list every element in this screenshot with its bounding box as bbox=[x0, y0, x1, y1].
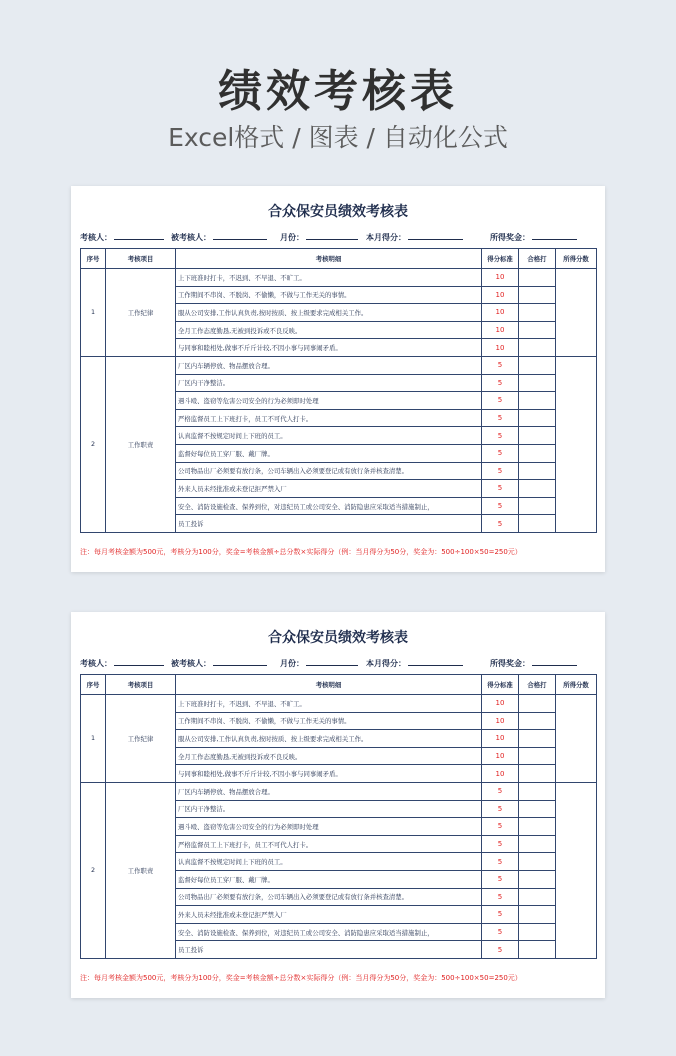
item-pass-cell[interactable] bbox=[519, 392, 556, 410]
item-detail: 全月工作态度勤恳,无被到投诉或不良反映。 bbox=[176, 321, 482, 339]
item-detail: 监督好每位员工穿厂服、戴厂牌。 bbox=[176, 444, 482, 462]
item-pass-cell[interactable] bbox=[519, 339, 556, 357]
item-detail: 工作期间不串岗、不脱岗、不偷懒，不做与工作无关的事情。 bbox=[176, 286, 482, 304]
group-score-cell[interactable] bbox=[556, 695, 597, 783]
item-pass-cell[interactable] bbox=[519, 818, 556, 836]
item-detail: 遇斗殴、盗窃等危害公司安全的行为必须即时处理 bbox=[176, 392, 482, 410]
header-detail: 考核明细 bbox=[176, 249, 482, 269]
item-detail: 认真监督不按规定时间上下班的员工。 bbox=[176, 427, 482, 445]
banner-subtitle: Excel格式 / 图表 / 自动化公式 bbox=[168, 123, 508, 152]
item-detail: 监督好每位员工穿厂服、戴厂牌。 bbox=[176, 870, 482, 888]
meta-month bbox=[280, 230, 358, 243]
item-pass-cell[interactable] bbox=[519, 497, 556, 515]
meta-assessor-label: 考核人： bbox=[80, 659, 112, 668]
form-meta bbox=[80, 656, 596, 670]
item-detail: 公司物品出厂必须要有放行条，公司车辆出入必须要登记或有放行条并核查清楚。 bbox=[176, 462, 482, 480]
item-pass-cell[interactable] bbox=[519, 782, 556, 800]
item-standard-score: 5 bbox=[482, 497, 519, 515]
item-standard-score: 10 bbox=[482, 321, 519, 339]
item-standard-score: 5 bbox=[482, 853, 519, 871]
group-number: 1 bbox=[81, 695, 106, 783]
item-detail: 严格监督员工上下班打卡，员工不可代人打卡。 bbox=[176, 409, 482, 427]
item-detail: 服从公司安排,工作认真负责,按时按质、按上级要求完成相关工作。 bbox=[176, 304, 482, 322]
item-pass-cell[interactable] bbox=[519, 427, 556, 445]
item-pass-cell[interactable] bbox=[519, 269, 556, 287]
header-pass: 合格打 bbox=[519, 249, 556, 269]
item-pass-cell[interactable] bbox=[519, 870, 556, 888]
meta-bonus bbox=[490, 230, 577, 243]
item-standard-score: 10 bbox=[482, 765, 519, 783]
group-name: 工作职责 bbox=[106, 782, 176, 958]
item-detail: 认真监督不按规定时间上下班的员工。 bbox=[176, 853, 482, 871]
meta-month-score-field[interactable] bbox=[408, 230, 463, 240]
item-standard-score: 5 bbox=[482, 374, 519, 392]
meta-bonus-field[interactable] bbox=[532, 656, 577, 666]
group-number: 2 bbox=[81, 356, 106, 532]
meta-assessor-field[interactable] bbox=[114, 230, 164, 240]
meta-month-score bbox=[366, 230, 463, 243]
table-row bbox=[81, 782, 597, 800]
item-standard-score: 10 bbox=[482, 286, 519, 304]
item-pass-cell[interactable] bbox=[519, 321, 556, 339]
meta-month-score bbox=[366, 656, 463, 669]
item-standard-score: 10 bbox=[482, 747, 519, 765]
group-name: 工作纪律 bbox=[106, 695, 176, 783]
item-pass-cell[interactable] bbox=[519, 480, 556, 498]
item-detail: 外来人员未经批准或未登记拒严禁入厂 bbox=[176, 906, 482, 924]
item-pass-cell[interactable] bbox=[519, 800, 556, 818]
item-pass-cell[interactable] bbox=[519, 941, 556, 959]
item-pass-cell[interactable] bbox=[519, 374, 556, 392]
item-standard-score: 10 bbox=[482, 339, 519, 357]
item-pass-cell[interactable] bbox=[519, 906, 556, 924]
meta-assessee-field[interactable] bbox=[213, 230, 267, 240]
item-detail: 厂区内干净整洁。 bbox=[176, 800, 482, 818]
item-pass-cell[interactable] bbox=[519, 747, 556, 765]
item-pass-cell[interactable] bbox=[519, 853, 556, 871]
meta-assessee-label: 被考核人： bbox=[171, 233, 211, 242]
item-pass-cell[interactable] bbox=[519, 765, 556, 783]
meta-month-field[interactable] bbox=[306, 656, 358, 666]
item-standard-score: 5 bbox=[482, 888, 519, 906]
meta-assessor-field[interactable] bbox=[114, 656, 164, 666]
footnote: 注：每月考核金额为500元，考核分为100分，奖金=考核金额÷总分数×实际得分（例：当月得分为50分，奖金为：500÷100×50=250元） bbox=[80, 548, 522, 556]
item-pass-cell[interactable] bbox=[519, 286, 556, 304]
item-standard-score: 5 bbox=[482, 870, 519, 888]
item-detail: 公司物品出厂必须要有放行条，公司车辆出入必须要登记或有放行条并核查清楚。 bbox=[176, 888, 482, 906]
item-detail: 工作期间不串岗、不脱岗、不偷懒，不做与工作无关的事情。 bbox=[176, 712, 482, 730]
item-pass-cell[interactable] bbox=[519, 888, 556, 906]
meta-month-score-label: 本月得分： bbox=[366, 659, 406, 668]
form-title: 合众保安员绩效考核表 bbox=[268, 630, 408, 646]
item-standard-score: 5 bbox=[482, 835, 519, 853]
item-standard-score: 10 bbox=[482, 269, 519, 287]
item-detail: 遇斗殴、盗窃等危害公司安全的行为必须即时处理 bbox=[176, 818, 482, 836]
item-standard-score: 5 bbox=[482, 515, 519, 533]
item-pass-cell[interactable] bbox=[519, 835, 556, 853]
item-standard-score: 10 bbox=[482, 730, 519, 748]
meta-month bbox=[280, 656, 358, 669]
item-detail: 安全、消防设施检查、保养到位，对违纪员工或公司安全、消防隐患应采取适当措施制止， bbox=[176, 923, 482, 941]
item-detail: 安全、消防设施检查、保养到位，对违纪员工或公司安全、消防隐患应采取适当措施制止， bbox=[176, 497, 482, 515]
item-detail: 厂区内车辆停放、物品摆放合理。 bbox=[176, 356, 482, 374]
group-number: 1 bbox=[81, 269, 106, 357]
meta-month-label: 月份： bbox=[280, 233, 304, 242]
item-pass-cell[interactable] bbox=[519, 409, 556, 427]
meta-assessee-label: 被考核人： bbox=[171, 659, 211, 668]
group-number: 2 bbox=[81, 782, 106, 958]
meta-month-score-field[interactable] bbox=[408, 656, 463, 666]
item-detail: 服从公司安排,工作认真负责,按时按质、按上级要求完成相关工作。 bbox=[176, 730, 482, 748]
header-standard: 得分标准 bbox=[482, 675, 519, 695]
group-score-cell[interactable] bbox=[556, 782, 597, 958]
item-detail: 厂区内车辆停放、物品摆放合理。 bbox=[176, 782, 482, 800]
item-standard-score: 5 bbox=[482, 800, 519, 818]
item-detail: 严格监督员工上下班打卡，员工不可代人打卡。 bbox=[176, 835, 482, 853]
header-project: 考核项目 bbox=[106, 675, 176, 695]
item-pass-cell[interactable] bbox=[519, 730, 556, 748]
meta-assessor bbox=[80, 230, 164, 243]
form-title: 合众保安员绩效考核表 bbox=[268, 204, 408, 220]
header-pass: 合格打 bbox=[519, 675, 556, 695]
item-standard-score: 10 bbox=[482, 304, 519, 322]
header-score: 所得分数 bbox=[556, 675, 597, 695]
item-standard-score: 5 bbox=[482, 818, 519, 836]
group-name: 工作纪律 bbox=[106, 269, 176, 357]
score-table bbox=[80, 674, 597, 959]
item-standard-score: 5 bbox=[482, 782, 519, 800]
table-row bbox=[81, 695, 597, 713]
meta-assessee-field[interactable] bbox=[213, 656, 267, 666]
item-detail: 全月工作态度勤恳,无被到投诉或不良反映。 bbox=[176, 747, 482, 765]
footnote: 注：每月考核金额为500元，考核分为100分，奖金=考核金额÷总分数×实际得分（例：当月得分为50分，奖金为：500÷100×50=250元） bbox=[80, 974, 522, 982]
item-pass-cell[interactable] bbox=[519, 356, 556, 374]
table-header-row bbox=[81, 249, 597, 269]
form-sheet-1 bbox=[71, 186, 605, 572]
group-score-cell[interactable] bbox=[556, 356, 597, 532]
item-standard-score: 5 bbox=[482, 941, 519, 959]
item-detail: 员工投诉 bbox=[176, 515, 482, 533]
header-project: 考核项目 bbox=[106, 249, 176, 269]
header-no: 序号 bbox=[81, 249, 106, 269]
score-table bbox=[80, 248, 597, 533]
table-row bbox=[81, 269, 597, 287]
item-standard-score: 5 bbox=[482, 480, 519, 498]
meta-assessee bbox=[171, 656, 267, 669]
meta-bonus bbox=[490, 656, 577, 669]
table-header-row bbox=[81, 675, 597, 695]
meta-bonus-label: 所得奖金： bbox=[490, 233, 530, 242]
item-standard-score: 5 bbox=[482, 462, 519, 480]
header-no: 序号 bbox=[81, 675, 106, 695]
meta-assessee bbox=[171, 230, 267, 243]
item-pass-cell[interactable] bbox=[519, 462, 556, 480]
item-pass-cell[interactable] bbox=[519, 304, 556, 322]
item-pass-cell[interactable] bbox=[519, 923, 556, 941]
item-standard-score: 10 bbox=[482, 695, 519, 713]
item-pass-cell[interactable] bbox=[519, 695, 556, 713]
group-score-cell[interactable] bbox=[556, 269, 597, 357]
header-standard: 得分标准 bbox=[482, 249, 519, 269]
meta-assessor-label: 考核人： bbox=[80, 233, 112, 242]
form-meta bbox=[80, 230, 596, 244]
item-detail: 与同事和睦相处,做事不斤斤计较,不因小事与同事闹矛盾。 bbox=[176, 339, 482, 357]
item-detail: 上下班准时打卡，不迟到、不早退、不旷工。 bbox=[176, 269, 482, 287]
item-standard-score: 5 bbox=[482, 923, 519, 941]
item-standard-score: 5 bbox=[482, 906, 519, 924]
table-row bbox=[81, 356, 597, 374]
meta-month-score-label: 本月得分： bbox=[366, 233, 406, 242]
group-name: 工作职责 bbox=[106, 356, 176, 532]
meta-bonus-label: 所得奖金： bbox=[490, 659, 530, 668]
banner-title: 绩效考核表 bbox=[218, 66, 458, 117]
item-standard-score: 10 bbox=[482, 712, 519, 730]
meta-month-field[interactable] bbox=[306, 230, 358, 240]
item-standard-score: 5 bbox=[482, 409, 519, 427]
item-standard-score: 5 bbox=[482, 356, 519, 374]
item-detail: 员工投诉 bbox=[176, 941, 482, 959]
item-detail: 外来人员未经批准或未登记拒严禁入厂 bbox=[176, 480, 482, 498]
meta-bonus-field[interactable] bbox=[532, 230, 577, 240]
form-sheet-2 bbox=[71, 612, 605, 998]
header-detail: 考核明细 bbox=[176, 675, 482, 695]
item-pass-cell[interactable] bbox=[519, 444, 556, 462]
item-detail: 上下班准时打卡，不迟到、不早退、不旷工。 bbox=[176, 695, 482, 713]
item-pass-cell[interactable] bbox=[519, 712, 556, 730]
item-detail: 厂区内干净整洁。 bbox=[176, 374, 482, 392]
meta-assessor bbox=[80, 656, 164, 669]
header-score: 所得分数 bbox=[556, 249, 597, 269]
item-standard-score: 5 bbox=[482, 444, 519, 462]
item-pass-cell[interactable] bbox=[519, 515, 556, 533]
item-detail: 与同事和睦相处,做事不斤斤计较,不因小事与同事闹矛盾。 bbox=[176, 765, 482, 783]
item-standard-score: 5 bbox=[482, 427, 519, 445]
meta-month-label: 月份： bbox=[280, 659, 304, 668]
item-standard-score: 5 bbox=[482, 392, 519, 410]
